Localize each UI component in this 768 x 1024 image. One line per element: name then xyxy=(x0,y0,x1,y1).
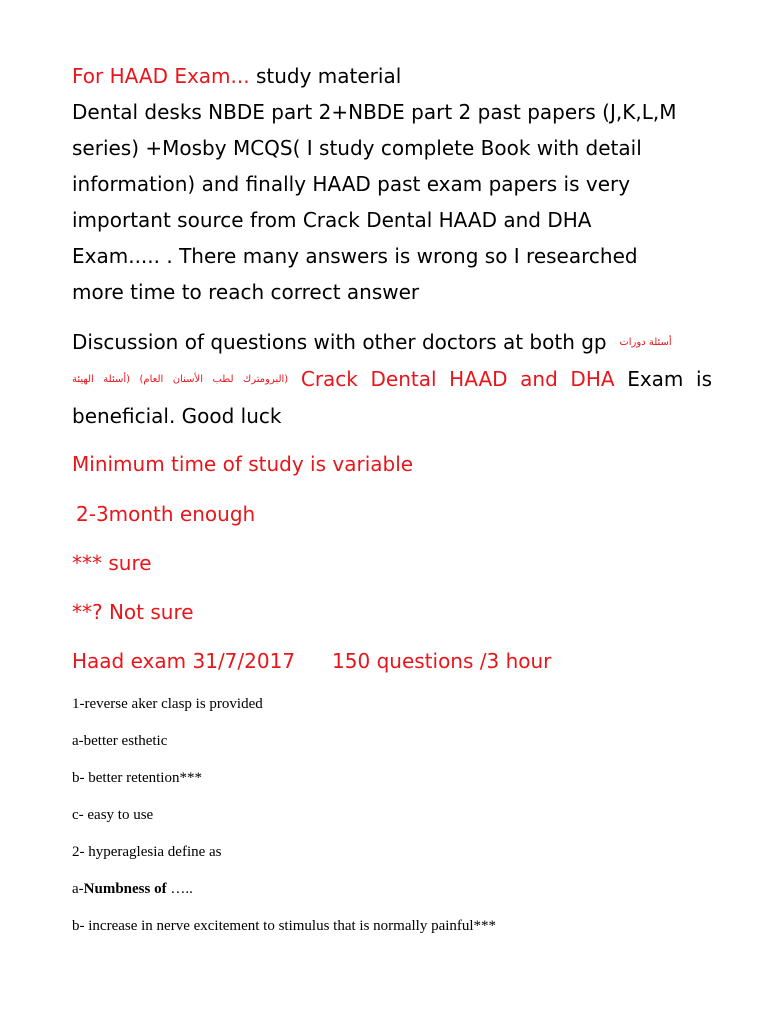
discussion-line xyxy=(72,324,712,361)
arabic-text: (البرومترك لطب الأسنان العام) (أسئلة الهيئة xyxy=(72,374,289,385)
question-2: 2- hyperaglesia define as xyxy=(72,844,222,860)
not-sure-legend: **? Not sure xyxy=(72,600,194,624)
option-rest: ….. xyxy=(166,881,193,897)
intro-line: information) and finally HAAD past exam papers is very xyxy=(72,172,631,196)
intro-line: Dental desks NBDE part 2+NBDE part 2 past papers (J,K,L,M xyxy=(72,100,677,124)
intro-paragraph xyxy=(72,58,712,310)
intro-line: more time to reach correct answer xyxy=(72,280,420,304)
question-1-option-c: c- easy to use xyxy=(72,807,154,823)
question-2-option-a xyxy=(72,880,193,898)
option-bold-text: Numbness of xyxy=(83,881,167,897)
intro-heading-red: For HAAD Exam... xyxy=(72,64,250,88)
discussion-text: Discussion of questions with other doctors at both gp xyxy=(72,330,607,354)
sure-legend: *** sure xyxy=(72,551,152,575)
intro-heading-rest: study material xyxy=(249,64,402,88)
exam-info xyxy=(72,643,712,679)
intro-line: Exam..... . There many answers is wrong so I researched xyxy=(72,244,638,268)
months-note: 2-3month enough xyxy=(76,502,256,526)
question-1-option-a: a-better esthetic xyxy=(72,733,168,749)
discussion-paragraph xyxy=(72,324,712,434)
discussion-line: beneficial. Good luck xyxy=(72,404,282,428)
exam-questions: 150 questions /3 hour xyxy=(332,649,552,673)
arabic-text: أسئلة دورات xyxy=(619,337,672,348)
exam-date: Haad exam 31/7/2017 xyxy=(72,649,296,673)
intro-heading xyxy=(72,58,712,94)
crack-dental-red: Crack Dental HAAD and DHA xyxy=(300,367,615,391)
question-1: 1-reverse aker clasp is provided xyxy=(72,696,263,712)
discussion-after-red: Exam is xyxy=(627,367,713,391)
discussion-line xyxy=(72,361,712,398)
intro-line: important source from Crack Dental HAAD and DHA xyxy=(72,208,592,232)
min-time-note: Minimum time of study is variable xyxy=(72,452,414,476)
question-1-option-b: b- better retention*** xyxy=(72,770,202,786)
question-2-option-b: b- increase in nerve excitement to stimulus that is normally painful*** xyxy=(72,918,497,934)
option-prefix: a- xyxy=(72,881,84,897)
intro-line: series) +Mosby MCQS( I study complete Book with detail xyxy=(72,136,642,160)
